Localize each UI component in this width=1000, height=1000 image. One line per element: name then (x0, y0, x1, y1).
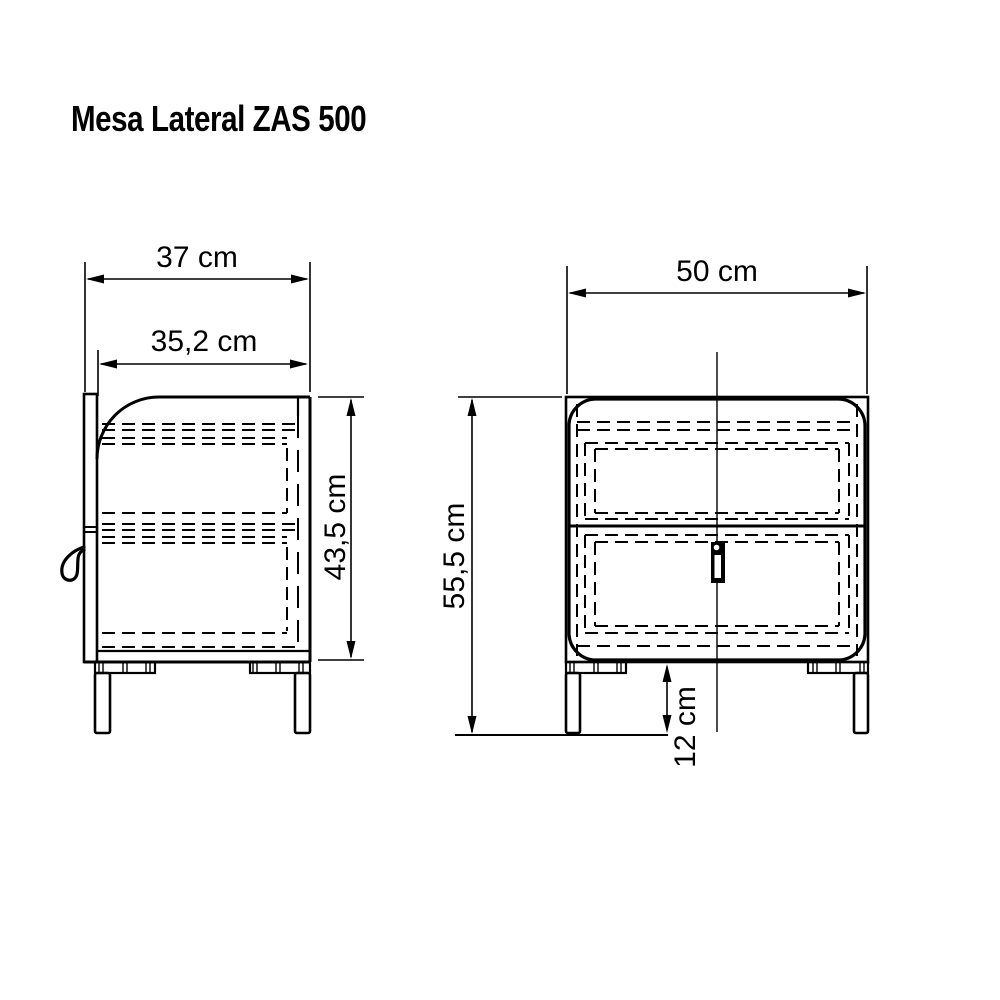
side-inner-width-label: 35,2 cm (150, 325, 258, 358)
front-width-label: 50 cm (676, 255, 758, 288)
front-view-right-leg (854, 673, 868, 733)
side-view-leg-plates (95, 662, 310, 673)
front-view-left-leg (566, 673, 580, 733)
side-view (62, 394, 310, 733)
front-view (566, 352, 868, 733)
side-view-handle (62, 547, 84, 580)
dimension-front-total-height (438, 397, 562, 734)
leg-clearance-label: 12 cm (669, 686, 702, 768)
front-view-handle (711, 542, 725, 583)
dimension-annotations (85, 241, 867, 768)
front-total-height-label: 55,5 cm (438, 502, 471, 610)
dimension-side-inner-width (98, 325, 308, 396)
dimension-side-body-height (318, 397, 364, 660)
side-view-top-edge (97, 397, 310, 459)
dimension-side-width (85, 241, 310, 392)
side-view-hidden-lines (102, 424, 300, 647)
side-width-label: 37 cm (156, 241, 238, 274)
side-body-height-label: 43,5 cm (319, 473, 352, 581)
side-view-back-leg (295, 673, 310, 733)
side-view-front-leg (95, 673, 110, 733)
page-title: Mesa Lateral ZAS 500 (71, 98, 367, 139)
dimension-leg-clearance (663, 664, 703, 768)
